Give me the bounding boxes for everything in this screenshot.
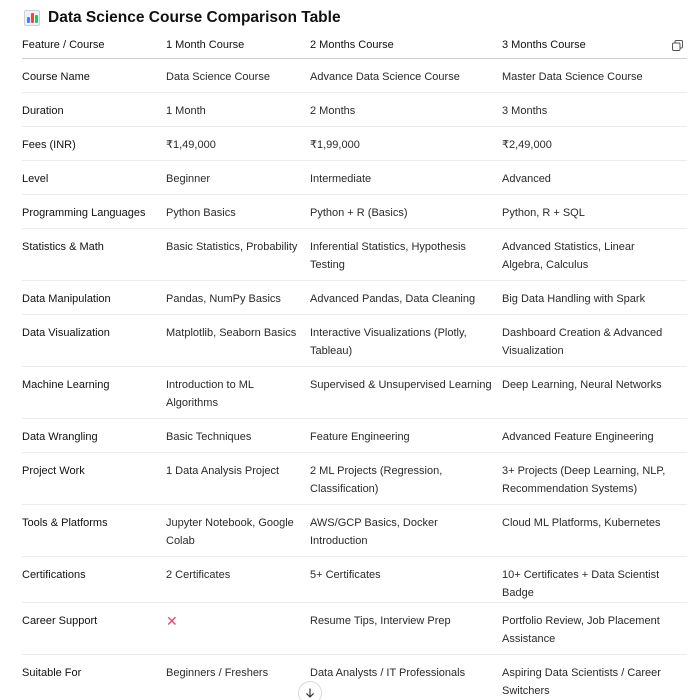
feature-cell: Statistics & Math: [22, 228, 166, 280]
table-row: [22, 654, 687, 700]
table-row: [22, 92, 687, 126]
table-cell: Matplotlib, Seaborn Basics: [166, 314, 310, 366]
table-cell: Advanced Statistics, Linear Algebra, Calculus: [502, 228, 687, 280]
table-cell: Master Data Science Course: [502, 58, 687, 92]
table-cell: ₹1,99,000: [310, 126, 502, 160]
table-cell: AWS/GCP Basics, Docker Introduction: [310, 504, 502, 556]
table-header-row: [22, 33, 687, 58]
table-cell: Python Basics: [166, 194, 310, 228]
feature-cell: Data Manipulation: [22, 280, 166, 314]
column-header-label: 3 Months Course: [502, 39, 586, 52]
table-cell: 3+ Projects (Deep Learning, NLP, Recommendation Systems): [502, 452, 687, 504]
table-cell: 2 Months: [310, 92, 502, 126]
feature-cell: Suitable For: [22, 654, 166, 700]
table-cell: 3 Months: [502, 92, 687, 126]
table-cell: Basic Techniques: [166, 418, 310, 452]
table-cell: Cloud ML Platforms, Kubernetes: [502, 504, 687, 556]
column-header: Feature / Course: [22, 33, 166, 58]
copy-icon[interactable]: [672, 40, 683, 51]
feature-cell: Programming Languages: [22, 194, 166, 228]
table-cell: Intermediate: [310, 160, 502, 194]
table-cell: Aspiring Data Scientists / Career Switchers: [502, 654, 687, 700]
table-cell: Jupyter Notebook, Google Colab: [166, 504, 310, 556]
table-row: [22, 314, 687, 366]
table-row: [22, 602, 687, 654]
table-row: [22, 160, 687, 194]
table-row: [22, 504, 687, 556]
table-cell: Deep Learning, Neural Networks: [502, 366, 687, 418]
table-row: [22, 194, 687, 228]
feature-cell: Tools & Platforms: [22, 504, 166, 556]
table-cell: ₹2,49,000: [502, 126, 687, 160]
table-cell: 1 Data Analysis Project: [166, 452, 310, 504]
cross-mark-icon: ✕: [166, 612, 178, 629]
table-cell: 10+ Certificates + Data Scientist Badge: [502, 556, 687, 602]
table-cell: Introduction to ML Algorithms: [166, 366, 310, 418]
table-row: [22, 452, 687, 504]
arrow-down-icon: [305, 688, 315, 698]
table-cell: 1 Month: [166, 92, 310, 126]
comparison-table: [22, 33, 687, 700]
feature-cell: Machine Learning: [22, 366, 166, 418]
table-row: [22, 58, 687, 92]
page-title: Data Science Course Comparison Table: [48, 8, 341, 26]
feature-cell: Level: [22, 160, 166, 194]
column-header: 2 Months Course: [310, 33, 502, 58]
table-cell: Interactive Visualizations (Plotly, Tableau): [310, 314, 502, 366]
table-cell: Basic Statistics, Probability: [166, 228, 310, 280]
table-cell: Advanced: [502, 160, 687, 194]
column-header-last: [502, 33, 687, 58]
table-cell: Python, R + SQL: [502, 194, 687, 228]
table-cell: Portfolio Review, Job Placement Assistance: [502, 602, 687, 654]
table-cell: Data Science Course: [166, 58, 310, 92]
table-row: [22, 418, 687, 452]
table-cell: Advanced Feature Engineering: [502, 418, 687, 452]
table-cell: Supervised & Unsupervised Learning: [310, 366, 502, 418]
table-cell: ₹1,49,000: [166, 126, 310, 160]
table-cell: Feature Engineering: [310, 418, 502, 452]
table-body: [22, 58, 687, 700]
table-cell: Advance Data Science Course: [310, 58, 502, 92]
table-cell: Inferential Statistics, Hypothesis Testing: [310, 228, 502, 280]
bar-chart-emoji-icon: [24, 10, 40, 26]
table-row: [22, 556, 687, 602]
table-cell: Python + R (Basics): [310, 194, 502, 228]
feature-cell: Project Work: [22, 452, 166, 504]
column-header: 1 Month Course: [166, 33, 310, 58]
table-cell: 5+ Certificates: [310, 556, 502, 602]
feature-cell: Data Wrangling: [22, 418, 166, 452]
feature-cell: Data Visualization: [22, 314, 166, 366]
table-cell: Pandas, NumPy Basics: [166, 280, 310, 314]
table-cell: Advanced Pandas, Data Cleaning: [310, 280, 502, 314]
table-cell: Dashboard Creation & Advanced Visualization: [502, 314, 687, 366]
feature-cell: Certifications: [22, 556, 166, 602]
feature-cell: Course Name: [22, 58, 166, 92]
table-cell: [166, 602, 310, 654]
scroll-down-button[interactable]: [298, 681, 322, 700]
feature-cell: Duration: [22, 92, 166, 126]
table-row: [22, 126, 687, 160]
title-row: [22, 0, 687, 33]
table-row: [22, 228, 687, 280]
table-row: [22, 280, 687, 314]
table-row: [22, 366, 687, 418]
table-cell: Resume Tips, Interview Prep: [310, 602, 502, 654]
table-cell: 2 ML Projects (Regression, Classification): [310, 452, 502, 504]
table-cell: Data Analysts / IT Professionals: [310, 654, 502, 700]
table-cell: 2 Certificates: [166, 556, 310, 602]
table-cell: Big Data Handling with Spark: [502, 280, 687, 314]
table-cell: Beginners / Freshers: [166, 654, 310, 700]
feature-cell: Career Support: [22, 602, 166, 654]
feature-cell: Fees (INR): [22, 126, 166, 160]
table-cell: Beginner: [166, 160, 310, 194]
